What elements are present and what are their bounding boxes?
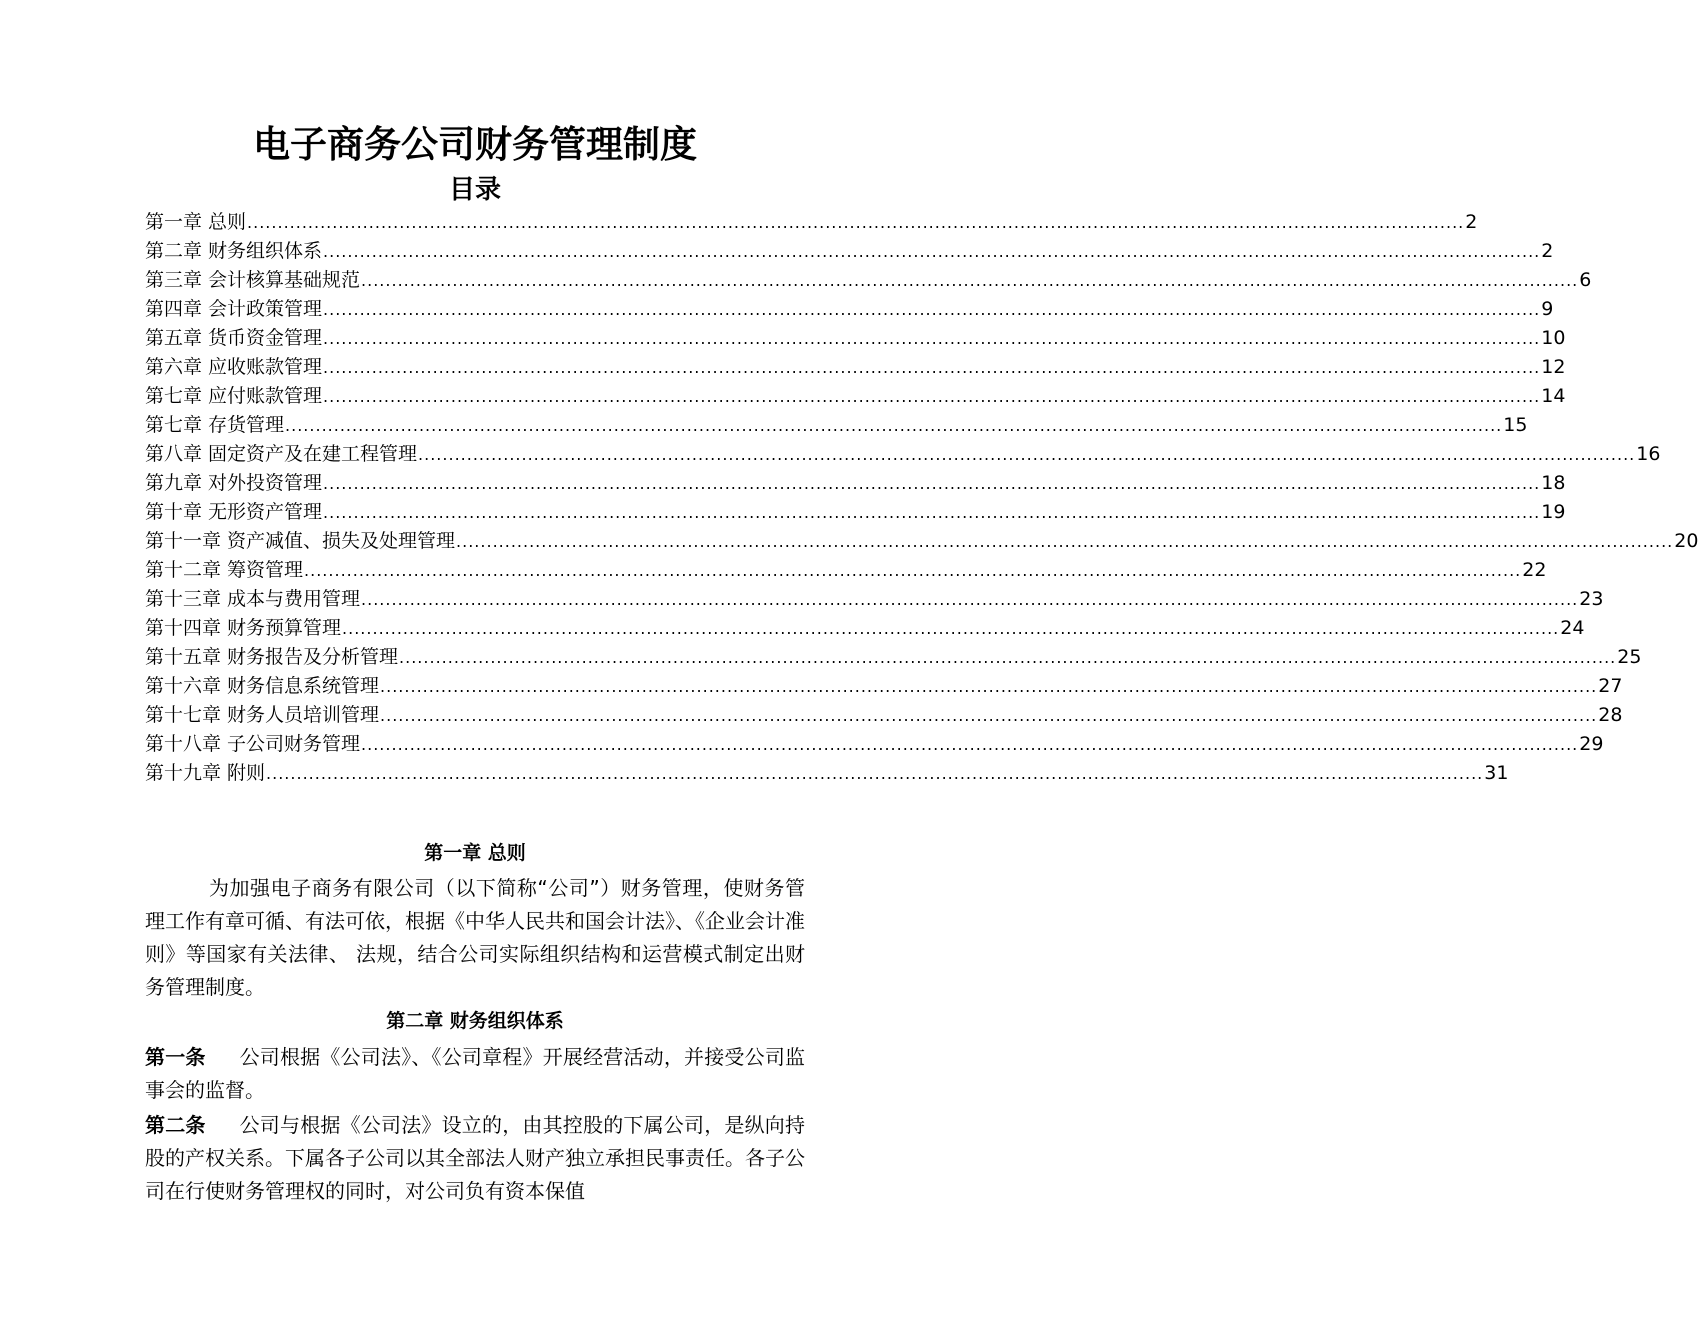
toc-entry-label: 第十三章 成本与费用管理	[145, 588, 361, 610]
toc-entry-page: 15	[1503, 414, 1528, 436]
toc-entry[interactable]	[145, 208, 1478, 237]
toc-entry-label: 第七章 存货管理	[145, 414, 285, 436]
toc-dot-leader: ........................................................................................................................................................................................................	[361, 590, 1579, 609]
toc-dot-leader: ........................................................................................................................................................................................................	[399, 648, 1617, 667]
toc-entry[interactable]	[145, 237, 1554, 266]
toc-dot-leader: ........................................................................................................................................................................................................	[323, 387, 1541, 406]
toc-entry-label: 第一章 总则	[145, 211, 247, 233]
toc-dot-leader: ........................................................................................................................................................................................................	[380, 677, 1598, 696]
toc-dot-leader: ........................................................................................................................................................................................................	[247, 213, 1465, 232]
toc-entry[interactable]	[145, 498, 1566, 527]
toc-dot-leader: ........................................................................................................................................................................................................	[361, 735, 1579, 754]
toc-entry-label: 第二章 财务组织体系	[145, 240, 323, 262]
toc-entry-label: 第九章 对外投资管理	[145, 472, 323, 494]
toc-dot-leader: ........................................................................................................................................................................................................	[285, 416, 1503, 435]
toc-dot-leader: ........................................................................................................................................................................................................	[323, 329, 1541, 348]
chapter-heading: 第二章 财务组织体系	[386, 1010, 564, 1032]
toc-dot-leader: ........................................................................................................................................................................................................	[323, 503, 1541, 522]
article-number: 第二条	[145, 1113, 206, 1137]
toc-entry-page: 18	[1541, 472, 1566, 494]
toc-entry-label: 第十七章 财务人员培训管理	[145, 704, 380, 726]
toc-entry-page: 29	[1579, 733, 1604, 755]
toc-entry-label: 第十四章 财务预算管理	[145, 617, 342, 639]
toc-entry[interactable]	[145, 353, 1566, 382]
toc-entry-page: 16	[1636, 443, 1661, 465]
toc-entry-label: 第五章 货币资金管理	[145, 327, 323, 349]
article-text: 公司根据《公司法》、《公司章程》开展经营活动，并接受公司监事会的监督。	[145, 1045, 806, 1102]
toc-entry[interactable]	[145, 527, 1698, 556]
table-of-contents	[145, 208, 1698, 788]
toc-entry-page: 20	[1674, 530, 1698, 552]
toc-dot-leader: ........................................................................................................................................................................................................	[323, 358, 1541, 377]
toc-entry[interactable]	[145, 701, 1623, 730]
toc-entry-page: 12	[1541, 356, 1566, 378]
toc-entry-page: 23	[1579, 588, 1604, 610]
chapter-1-section	[145, 838, 805, 1004]
toc-entry-label: 第十二章 筹资管理	[145, 559, 304, 581]
toc-entry-page: 24	[1560, 617, 1585, 639]
toc-dot-leader: ........................................................................................................................................................................................................	[304, 561, 1522, 580]
article-paragraph	[145, 1109, 805, 1208]
toc-entry-label: 第七章 应付账款管理	[145, 385, 323, 407]
toc-dot-leader: ........................................................................................................................................................................................................	[323, 474, 1541, 493]
toc-entry[interactable]	[145, 324, 1566, 353]
toc-entry-page: 14	[1541, 385, 1566, 407]
toc-entry[interactable]	[145, 643, 1642, 672]
chapter-1-paragraph: 为加强电子商务有限公司（以下简称“公司”）财务管理，使财务管理工作有章可循、有法可依，根据《中华人民共和国会计法》、《企业会计准则》等国家有关法律、 法规，结合公司实际组织结构和运营模式制定出财务管理制度。	[145, 876, 805, 999]
article-paragraph	[145, 1041, 805, 1107]
toc-entry-label: 第十六章 财务信息系统管理	[145, 675, 380, 697]
toc-entry[interactable]	[145, 556, 1547, 585]
chapter-2-section	[145, 1006, 805, 1208]
toc-entry-label: 第三章 会计核算基础规范	[145, 269, 361, 291]
toc-entry-page: 6	[1579, 269, 1592, 291]
toc-dot-leader: ........................................................................................................................................................................................................	[380, 706, 1598, 725]
toc-entry-page: 2	[1541, 240, 1554, 262]
toc-entry[interactable]	[145, 614, 1585, 643]
toc-dot-leader: ........................................................................................................................................................................................................	[323, 242, 1541, 261]
toc-entry-label: 第四章 会计政策管理	[145, 298, 323, 320]
toc-entry-label: 第十八章 子公司财务管理	[145, 733, 361, 755]
chapter-heading: 第一章 总则	[424, 842, 526, 864]
toc-entry[interactable]	[145, 672, 1623, 701]
toc-entry-page: 10	[1541, 327, 1566, 349]
toc-entry-label: 第六章 应收账款管理	[145, 356, 323, 378]
toc-entry[interactable]	[145, 759, 1509, 788]
toc-entry-label: 第十五章 财务报告及分析管理	[145, 646, 399, 668]
toc-entry-page: 28	[1598, 704, 1623, 726]
toc-entry-page: 19	[1541, 501, 1566, 523]
toc-entry[interactable]	[145, 411, 1528, 440]
toc-entry[interactable]	[145, 469, 1566, 498]
toc-entry[interactable]	[145, 440, 1661, 469]
article-text: 公司与根据《公司法》设立的，由其控股的下属公司，是纵向持股的产权关系。下属各子公司以其全部法人财产独立承担民事责任。各子公司在行使财务管理权的同时，对公司负有资本保值	[145, 1113, 806, 1203]
toc-entry[interactable]	[145, 295, 1554, 324]
toc-entry-label: 第十一章 资产减值、损失及处理管理	[145, 530, 456, 552]
toc-dot-leader: ........................................................................................................................................................................................................	[418, 445, 1636, 464]
toc-dot-leader: ........................................................................................................................................................................................................	[342, 619, 1560, 638]
toc-entry-page: 22	[1522, 559, 1547, 581]
toc-entry[interactable]	[145, 382, 1566, 411]
toc-entry[interactable]	[145, 266, 1592, 295]
toc-dot-leader: ........................................................................................................................................................................................................	[266, 764, 1484, 783]
toc-entry[interactable]	[145, 730, 1604, 759]
toc-dot-leader: ........................................................................................................................................................................................................	[361, 271, 1579, 290]
toc-entry-label: 第十章 无形资产管理	[145, 501, 323, 523]
toc-entry-label: 第八章 固定资产及在建工程管理	[145, 443, 418, 465]
toc-title: 目录	[448, 175, 501, 205]
toc-dot-leader: ........................................................................................................................................................................................................	[323, 300, 1541, 319]
toc-entry-page: 9	[1541, 298, 1554, 320]
toc-entry-page: 25	[1617, 646, 1642, 668]
toc-entry-page: 27	[1598, 675, 1623, 697]
toc-entry-label: 第十九章 附则	[145, 762, 266, 784]
toc-entry-page: 2	[1465, 211, 1478, 233]
article-number: 第一条	[145, 1045, 206, 1069]
document-title: 电子商务公司财务管理制度	[253, 123, 697, 166]
toc-entry-page: 31	[1484, 762, 1509, 784]
toc-dot-leader: ........................................................................................................................................................................................................	[456, 532, 1674, 551]
toc-entry[interactable]	[145, 585, 1604, 614]
